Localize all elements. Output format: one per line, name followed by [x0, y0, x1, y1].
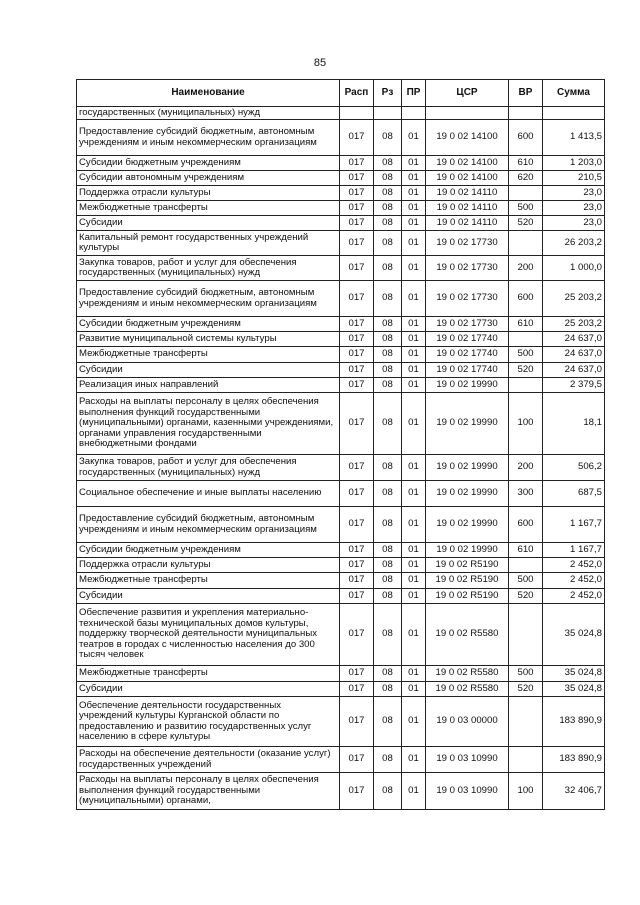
cell-rz: 08	[374, 378, 402, 393]
cell-csr: 19 0 02 R5580	[426, 604, 509, 666]
cell-vr: 200	[509, 256, 543, 281]
cell-csr: 19 0 03 10990	[426, 773, 509, 810]
cell-csr: 19 0 02 14100	[426, 120, 509, 156]
cell-sum: 25 203,2	[543, 317, 605, 332]
cell-rz: 08	[374, 171, 402, 186]
cell-name: Реализация иных направлений	[77, 378, 340, 393]
cell-csr: 19 0 03 00000	[426, 697, 509, 747]
cell-rz: 08	[374, 573, 402, 589]
cell-csr: 19 0 02 R5580	[426, 682, 509, 697]
cell-name: Расходы на обеспечение деятельности (оказание услуг) государственных учреждений	[77, 747, 340, 773]
cell-name: Поддержка отрасли культуры	[77, 558, 340, 573]
budget-table	[76, 79, 605, 810]
cell-rz: 08	[374, 201, 402, 216]
cell-pr: 01	[402, 201, 426, 216]
cell-sum: 35 024,8	[543, 666, 605, 682]
cell-sum	[543, 107, 605, 120]
cell-sum: 25 203,2	[543, 281, 605, 317]
cell-rz: 08	[374, 589, 402, 604]
cell-pr: 01	[402, 171, 426, 186]
cell-name: Предоставление субсидий бюджетным, автономным учреждениям и иным некоммерческим организациям	[77, 120, 340, 156]
cell-rz: 08	[374, 186, 402, 201]
table-row	[77, 231, 605, 256]
cell-pr: 01	[402, 216, 426, 231]
cell-sum: 24 637,0	[543, 347, 605, 363]
table-row	[77, 697, 605, 747]
table-row	[77, 589, 605, 604]
header-name: Наименование	[77, 80, 340, 107]
cell-pr: 01	[402, 378, 426, 393]
cell-vr	[509, 697, 543, 747]
cell-pr: 01	[402, 697, 426, 747]
cell-vr: 520	[509, 216, 543, 231]
cell-pr: 01	[402, 573, 426, 589]
cell-csr: 19 0 02 17730	[426, 317, 509, 332]
cell-csr: 19 0 02 R5190	[426, 558, 509, 573]
cell-pr: 01	[402, 186, 426, 201]
cell-vr	[509, 186, 543, 201]
cell-sum: 2 452,0	[543, 558, 605, 573]
cell-name: Обеспечение деятельности государственных учреждений культуры Курганской области по предоставлению и развитию государственных услуг населению в сфере культуры	[77, 697, 340, 747]
header-sum: Сумма	[543, 80, 605, 107]
cell-vr	[509, 747, 543, 773]
table-row	[77, 120, 605, 156]
cell-vr: 500	[509, 573, 543, 589]
cell-sum: 1 413,5	[543, 120, 605, 156]
cell-csr	[426, 107, 509, 120]
table-row	[77, 666, 605, 682]
cell-rz: 08	[374, 455, 402, 481]
header-vr: ВР	[509, 80, 543, 107]
cell-rasp: 017	[340, 120, 374, 156]
cell-name: Субсидии	[77, 589, 340, 604]
cell-sum: 24 637,0	[543, 363, 605, 378]
table-row	[77, 747, 605, 773]
cell-name: Капитальный ремонт государственных учреждений культуры	[77, 231, 340, 256]
cell-pr: 01	[402, 589, 426, 604]
cell-pr: 01	[402, 682, 426, 697]
cell-pr: 01	[402, 558, 426, 573]
cell-name: Социальное обеспечение и иные выплаты населению	[77, 481, 340, 507]
table-row	[77, 481, 605, 507]
cell-pr: 01	[402, 666, 426, 682]
cell-vr	[509, 332, 543, 347]
cell-name: Межбюджетные трансферты	[77, 666, 340, 682]
cell-name: Межбюджетные трансферты	[77, 347, 340, 363]
cell-rasp: 017	[340, 347, 374, 363]
cell-pr: 01	[402, 256, 426, 281]
cell-vr	[509, 107, 543, 120]
cell-rasp: 017	[340, 697, 374, 747]
cell-vr: 610	[509, 156, 543, 171]
table-row	[77, 393, 605, 455]
cell-sum: 1 167,7	[543, 543, 605, 558]
table-row	[77, 256, 605, 281]
cell-rz: 08	[374, 120, 402, 156]
cell-sum: 183 890,9	[543, 747, 605, 773]
cell-rz: 08	[374, 156, 402, 171]
cell-csr: 19 0 02 14110	[426, 216, 509, 231]
cell-vr: 100	[509, 393, 543, 455]
table-row	[77, 773, 605, 810]
cell-sum: 183 890,9	[543, 697, 605, 747]
cell-vr: 610	[509, 543, 543, 558]
cell-rasp: 017	[340, 378, 374, 393]
cell-csr: 19 0 02 17730	[426, 256, 509, 281]
cell-rasp: 017	[340, 332, 374, 347]
cell-pr: 01	[402, 156, 426, 171]
cell-csr: 19 0 02 14110	[426, 186, 509, 201]
cell-pr: 01	[402, 747, 426, 773]
cell-rz: 08	[374, 604, 402, 666]
cell-vr: 500	[509, 347, 543, 363]
cell-rz: 08	[374, 747, 402, 773]
cell-pr: 01	[402, 481, 426, 507]
cell-name: Субсидии	[77, 216, 340, 231]
table-row	[77, 317, 605, 332]
cell-sum: 1 167,7	[543, 507, 605, 543]
cell-rasp: 017	[340, 317, 374, 332]
cell-vr: 500	[509, 201, 543, 216]
cell-csr: 19 0 02 14100	[426, 171, 509, 186]
header-rz: Рз	[374, 80, 402, 107]
cell-csr: 19 0 02 17730	[426, 231, 509, 256]
table-row	[77, 156, 605, 171]
cell-rasp: 017	[340, 231, 374, 256]
cell-sum: 18,1	[543, 393, 605, 455]
cell-pr	[402, 107, 426, 120]
cell-rz: 08	[374, 558, 402, 573]
cell-sum: 32 406,7	[543, 773, 605, 810]
cell-rasp: 017	[340, 186, 374, 201]
cell-vr: 520	[509, 363, 543, 378]
cell-sum: 506,2	[543, 455, 605, 481]
cell-vr: 600	[509, 281, 543, 317]
table-row	[77, 171, 605, 186]
cell-csr: 19 0 02 17730	[426, 281, 509, 317]
cell-rasp: 017	[340, 156, 374, 171]
cell-rz: 08	[374, 256, 402, 281]
cell-vr: 500	[509, 666, 543, 682]
cell-rasp: 017	[340, 393, 374, 455]
cell-rasp: 017	[340, 558, 374, 573]
table-row	[77, 332, 605, 347]
table-row	[77, 455, 605, 481]
table-row	[77, 347, 605, 363]
cell-name: Субсидии бюджетным учреждениям	[77, 317, 340, 332]
cell-csr: 19 0 02 17740	[426, 332, 509, 347]
header-pr: ПР	[402, 80, 426, 107]
cell-name: Субсидии бюджетным учреждениям	[77, 543, 340, 558]
table-row	[77, 281, 605, 317]
cell-rz: 08	[374, 481, 402, 507]
cell-name: Поддержка отрасли культуры	[77, 186, 340, 201]
cell-name: Субсидии	[77, 682, 340, 697]
cell-csr: 19 0 02 R5190	[426, 573, 509, 589]
cell-sum: 1 203,0	[543, 156, 605, 171]
cell-pr: 01	[402, 317, 426, 332]
cell-rasp: 017	[340, 589, 374, 604]
cell-csr: 19 0 02 19990	[426, 393, 509, 455]
cell-csr: 19 0 03 10990	[426, 747, 509, 773]
cell-sum: 687,5	[543, 481, 605, 507]
cell-name: Межбюджетные трансферты	[77, 201, 340, 216]
table-row	[77, 186, 605, 201]
cell-pr: 01	[402, 455, 426, 481]
cell-vr: 600	[509, 120, 543, 156]
cell-rz: 08	[374, 507, 402, 543]
cell-vr: 520	[509, 589, 543, 604]
cell-sum: 23,0	[543, 186, 605, 201]
table-row	[77, 573, 605, 589]
cell-name: Закупка товаров, работ и услуг для обеспечения государственных (муниципальных) нужд	[77, 256, 340, 281]
cell-name: Обеспечение развития и укрепления материально-технической базы муниципальных домов культуры, поддержку творческой деятельности муниципальных театров в городах с численностью населения до 300 тысяч человек	[77, 604, 340, 666]
table-body	[77, 107, 605, 810]
cell-pr: 01	[402, 604, 426, 666]
cell-vr	[509, 231, 543, 256]
cell-rz: 08	[374, 666, 402, 682]
cell-pr: 01	[402, 332, 426, 347]
cell-pr: 01	[402, 347, 426, 363]
table-header-row	[77, 80, 605, 107]
cell-vr: 100	[509, 773, 543, 810]
cell-csr: 19 0 02 19990	[426, 507, 509, 543]
cell-name: Расходы на выплаты персоналу в целях обеспечения выполнения функций государственными (муниципальными) органами, казенными учреждениями, органами управления государственными внебюджетными фондами	[77, 393, 340, 455]
cell-sum: 26 203,2	[543, 231, 605, 256]
cell-rz: 08	[374, 231, 402, 256]
cell-rasp: 017	[340, 455, 374, 481]
cell-csr: 19 0 02 14100	[426, 156, 509, 171]
cell-csr: 19 0 02 14110	[426, 201, 509, 216]
cell-rasp: 017	[340, 216, 374, 231]
cell-rasp: 017	[340, 201, 374, 216]
cell-vr	[509, 558, 543, 573]
table-row	[77, 363, 605, 378]
cell-rasp: 017	[340, 543, 374, 558]
table-row	[77, 378, 605, 393]
cell-name: Межбюджетные трансферты	[77, 573, 340, 589]
cell-pr: 01	[402, 120, 426, 156]
table-row	[77, 201, 605, 216]
table-row	[77, 682, 605, 697]
cell-pr: 01	[402, 773, 426, 810]
cell-sum: 35 024,8	[543, 682, 605, 697]
cell-pr: 01	[402, 281, 426, 317]
cell-pr: 01	[402, 393, 426, 455]
cell-sum: 1 000,0	[543, 256, 605, 281]
cell-rz: 08	[374, 332, 402, 347]
cell-name: Предоставление субсидий бюджетным, автономным учреждениям и иным некоммерческим организациям	[77, 507, 340, 543]
cell-csr: 19 0 02 19990	[426, 378, 509, 393]
cell-rasp: 017	[340, 256, 374, 281]
cell-csr: 19 0 02 17740	[426, 363, 509, 378]
cell-pr: 01	[402, 231, 426, 256]
cell-rz: 08	[374, 347, 402, 363]
cell-vr	[509, 378, 543, 393]
cell-sum: 210,5	[543, 171, 605, 186]
cell-name: Расходы на выплаты персоналу в целях обеспечения выполнения функций государственными (муниципальными) органами,	[77, 773, 340, 810]
cell-csr: 19 0 02 17740	[426, 347, 509, 363]
table-row	[77, 558, 605, 573]
cell-rasp: 017	[340, 171, 374, 186]
cell-sum: 24 637,0	[543, 332, 605, 347]
cell-rasp: 017	[340, 666, 374, 682]
cell-rasp: 017	[340, 773, 374, 810]
cell-rz	[374, 107, 402, 120]
cell-rz: 08	[374, 543, 402, 558]
cell-vr: 620	[509, 171, 543, 186]
cell-rasp: 017	[340, 481, 374, 507]
cell-vr: 300	[509, 481, 543, 507]
cell-name: Развитие муниципальной системы культуры	[77, 332, 340, 347]
cell-vr	[509, 604, 543, 666]
cell-pr: 01	[402, 507, 426, 543]
cell-rz: 08	[374, 393, 402, 455]
cell-rasp: 017	[340, 604, 374, 666]
cell-csr: 19 0 02 R5580	[426, 666, 509, 682]
page-number: 85	[313, 57, 327, 69]
table-row	[77, 107, 605, 120]
cell-vr: 200	[509, 455, 543, 481]
table-row	[77, 507, 605, 543]
header-rasp: Расп	[340, 80, 374, 107]
cell-name: Предоставление субсидий бюджетным, автономным учреждениям и иным некоммерческим организациям	[77, 281, 340, 317]
cell-csr: 19 0 02 R5190	[426, 589, 509, 604]
cell-sum: 23,0	[543, 216, 605, 231]
cell-rz: 08	[374, 317, 402, 332]
cell-rasp: 017	[340, 747, 374, 773]
cell-name: Субсидии автономным учреждениям	[77, 171, 340, 186]
cell-name: Субсидии	[77, 363, 340, 378]
cell-sum: 23,0	[543, 201, 605, 216]
table-row	[77, 216, 605, 231]
cell-rz: 08	[374, 697, 402, 747]
cell-name: Закупка товаров, работ и услуг для обеспечения государственных (муниципальных) нужд	[77, 455, 340, 481]
cell-rasp: 017	[340, 281, 374, 317]
cell-name: Субсидии бюджетным учреждениям	[77, 156, 340, 171]
header-csr: ЦСР	[426, 80, 509, 107]
cell-sum: 2 379,5	[543, 378, 605, 393]
cell-rz: 08	[374, 363, 402, 378]
cell-rz: 08	[374, 773, 402, 810]
cell-rasp: 017	[340, 682, 374, 697]
cell-rz: 08	[374, 682, 402, 697]
cell-pr: 01	[402, 363, 426, 378]
cell-rasp: 017	[340, 573, 374, 589]
cell-pr: 01	[402, 543, 426, 558]
cell-sum: 2 452,0	[543, 573, 605, 589]
cell-rz: 08	[374, 281, 402, 317]
cell-vr: 520	[509, 682, 543, 697]
cell-rasp: 017	[340, 363, 374, 378]
table-row	[77, 543, 605, 558]
cell-name: государственных (муниципальных) нужд	[77, 107, 340, 120]
cell-vr: 610	[509, 317, 543, 332]
cell-csr: 19 0 02 19990	[426, 543, 509, 558]
cell-vr: 600	[509, 507, 543, 543]
cell-rasp	[340, 107, 374, 120]
cell-rasp: 017	[340, 507, 374, 543]
cell-sum: 2 452,0	[543, 589, 605, 604]
cell-rz: 08	[374, 216, 402, 231]
table-row	[77, 604, 605, 666]
cell-csr: 19 0 02 19990	[426, 455, 509, 481]
cell-sum: 35 024,8	[543, 604, 605, 666]
cell-csr: 19 0 02 19990	[426, 481, 509, 507]
